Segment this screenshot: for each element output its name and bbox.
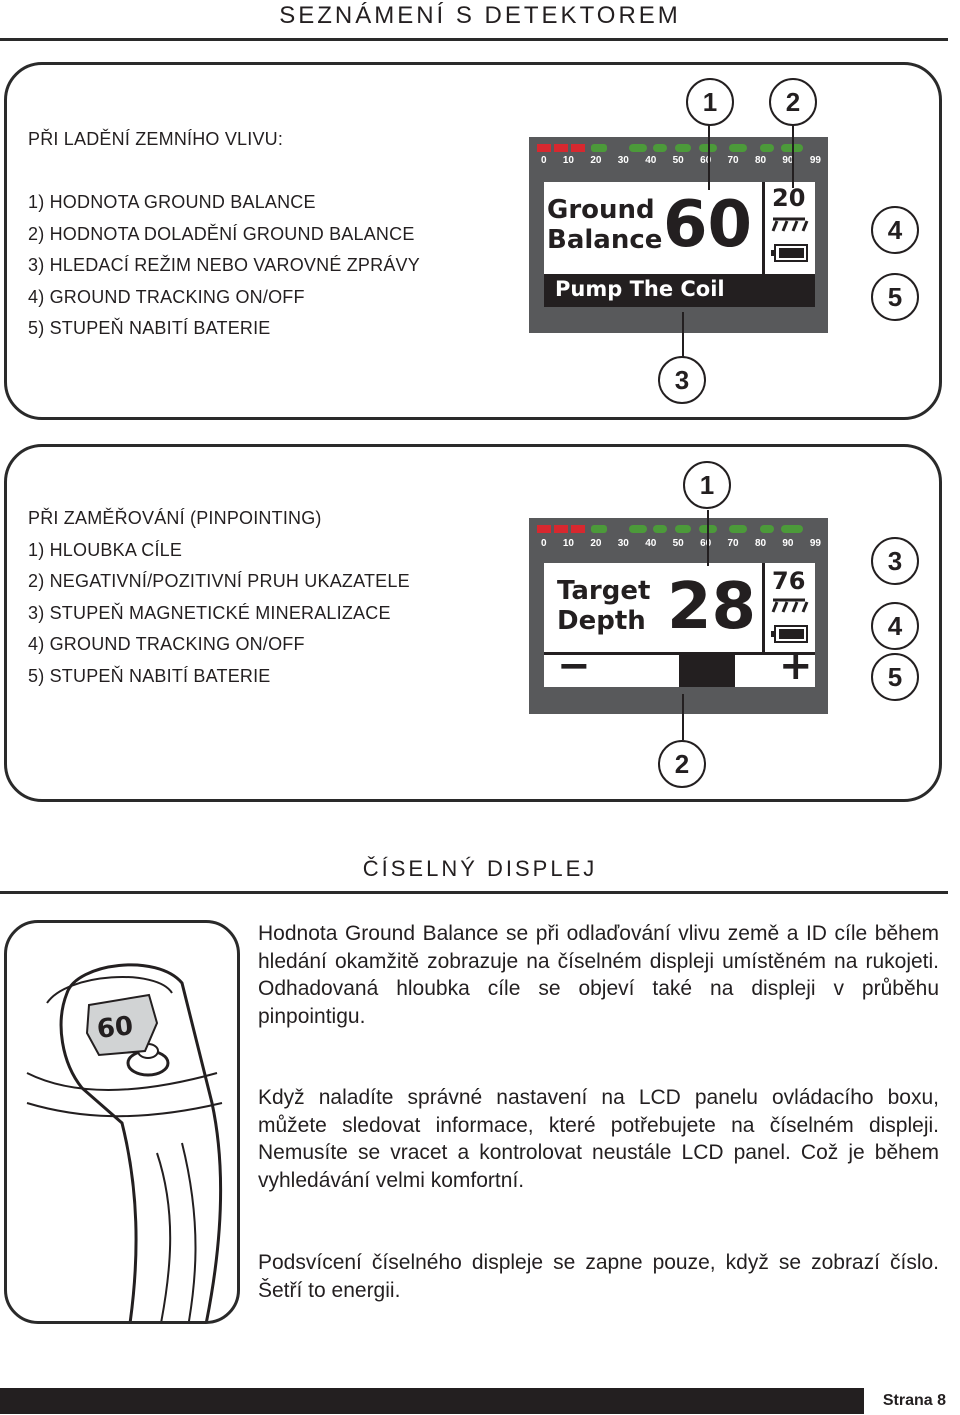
callout-badge-5: 5: [871, 273, 919, 321]
section-rule: [0, 891, 948, 894]
discrimination-icons: [537, 525, 803, 533]
page-number: Strana 8: [882, 1392, 946, 1409]
lcd-message: Pump The Coil: [555, 277, 725, 301]
target-depth-label: [557, 576, 650, 636]
list-item: 2) HODNOTA DOLADĚNÍ GROUND BALANCE: [28, 223, 415, 244]
scale-tick: 30: [617, 155, 629, 166]
pinpoint-indicator-bar: [679, 655, 735, 687]
lcd-divider: [762, 182, 765, 274]
scale-tick: 40: [645, 155, 657, 166]
lcd-scale: [541, 155, 821, 166]
callout-badge-2: 2: [658, 740, 706, 788]
callout-line-1: [707, 510, 709, 566]
paragraph: Podsvícení číselného displeje se zapne pouze, když se zobrazí číslo. Šetří to energii.: [258, 1251, 939, 1302]
ground-balance-heading: PŘI LADĚNÍ ZEMNÍHO VLIVU:: [28, 129, 284, 149]
section-title: ČÍSELNÝ DISPLEJ: [362, 856, 598, 881]
label-line: Depth: [557, 606, 646, 636]
scale-tick: 50: [672, 538, 684, 549]
mineralization-value: 76: [772, 567, 806, 595]
minus-sign: −: [557, 643, 591, 689]
discrimination-icons: [537, 144, 803, 152]
scale-tick: 30: [617, 538, 629, 549]
paragraph: Když naladíte správné nastavení na LCD panelu ovládacího boxu, můžete sledovat informace, které potřebujete na číselném displeji. Nemusíte se vracet a kontrolovat neustále LCD panel. Což je během vyhledávání velmi komfortní.: [258, 1086, 939, 1192]
callout-line-3: [682, 312, 684, 358]
lcd-scale: [541, 538, 821, 549]
ground-balance-lcd: [529, 137, 828, 333]
list-item: 5) STUPEŇ NABITÍ BATERIE: [28, 665, 271, 686]
scale-tick: 0: [541, 155, 547, 166]
paragraph: Hodnota Ground Balance se při odlaďování vlivu země a ID cíle během hledání okamžitě zobrazuje na číselném displeji umístěném na rukojeti. Odhadovaná hloubka cíle se objeví také na displeji v průběhu pinpointigu.: [258, 922, 939, 1028]
list-item: 2) NEGATIVNÍ/POZITIVNÍ PRUH UKAZATELE: [28, 571, 410, 591]
list-item: 3) STUPEŇ MAGNETICKÉ MINERALIZACE: [28, 602, 391, 623]
list-item: 1) HODNOTA GROUND BALANCE: [28, 192, 316, 212]
lcd-divider: [762, 563, 765, 653]
ground-balance-value: 60: [663, 188, 753, 262]
handle-display-value: 60: [95, 1011, 135, 1045]
scale-tick: 10: [562, 538, 574, 549]
list-item: 5) STUPEŇ NABITÍ BATERIE: [28, 318, 271, 338]
list-item: 4) GROUND TRACKING ON/OFF: [28, 634, 305, 654]
battery-icon: [771, 626, 807, 642]
callout-badge-4: 4: [871, 602, 919, 650]
callout-badge-4: 4: [871, 206, 919, 254]
scale-tick: 90: [782, 155, 794, 166]
callout-line-2: [682, 694, 684, 740]
callout-badge-3: 3: [658, 356, 706, 404]
callout-line-1: [708, 124, 710, 190]
callout-badge-1: 1: [683, 461, 731, 509]
scale-tick: 20: [590, 538, 602, 549]
footer-bar: [0, 1388, 864, 1414]
scale-tick: 70: [727, 538, 739, 549]
plus-sign: +: [779, 643, 813, 689]
ground-tracking-icon: [773, 600, 807, 612]
scale-tick: 60: [700, 155, 712, 166]
callout-badge-5: 5: [871, 653, 919, 701]
battery-icon: [771, 245, 807, 261]
ground-balance-list: [28, 187, 420, 345]
scale-tick: 10: [562, 155, 574, 166]
tracking-and-battery-icons: [769, 217, 811, 267]
callout-badge-1: 1: [686, 78, 734, 126]
list-item: 3) HLEDACÍ REŽIM NEBO VAROVNÉ ZPRÁVY: [28, 255, 420, 275]
scale-tick: 90: [782, 538, 794, 549]
scale-tick: 50: [672, 155, 684, 166]
pinpoint-lcd: [529, 518, 828, 714]
scale-tick: 80: [754, 538, 767, 549]
scale-tick: 20: [590, 155, 602, 166]
handle-illustration: [4, 920, 240, 1324]
scale-tick: 0: [541, 538, 547, 549]
callout-badge-3: 3: [871, 537, 919, 585]
label-line: Ground: [547, 195, 655, 225]
page-title: SEZNÁMENÍ S DETEKTOREM: [279, 2, 681, 29]
callout-line-2: [792, 124, 794, 188]
ground-tracking-icon: [773, 219, 807, 231]
tracking-and-battery-icons: [769, 598, 811, 648]
pinpoint-heading: PŘI ZAMĚŘOVÁNÍ (PINPOINTING): [28, 508, 322, 528]
ground-balance-label: [547, 195, 662, 255]
fine-tune-value: 20: [772, 184, 806, 212]
scale-tick: 80: [754, 155, 767, 166]
scale-tick: 60: [700, 538, 712, 549]
list-item: 4) GROUND TRACKING ON/OFF: [28, 286, 305, 307]
callout-badge-2: 2: [769, 78, 817, 126]
list-item: 1) HLOUBKA CÍLE: [28, 539, 183, 560]
target-depth-value: 28: [667, 570, 757, 644]
label-line: Target: [557, 576, 651, 606]
label-line: Balance: [547, 225, 663, 255]
title-rule: [0, 38, 948, 41]
scale-tick: 99: [809, 538, 821, 549]
scale-tick: 40: [645, 538, 657, 549]
pinpoint-list: [28, 503, 410, 692]
scale-tick: 70: [727, 155, 739, 166]
scale-tick: 99: [809, 155, 821, 166]
handle-drawing: [7, 923, 240, 1324]
